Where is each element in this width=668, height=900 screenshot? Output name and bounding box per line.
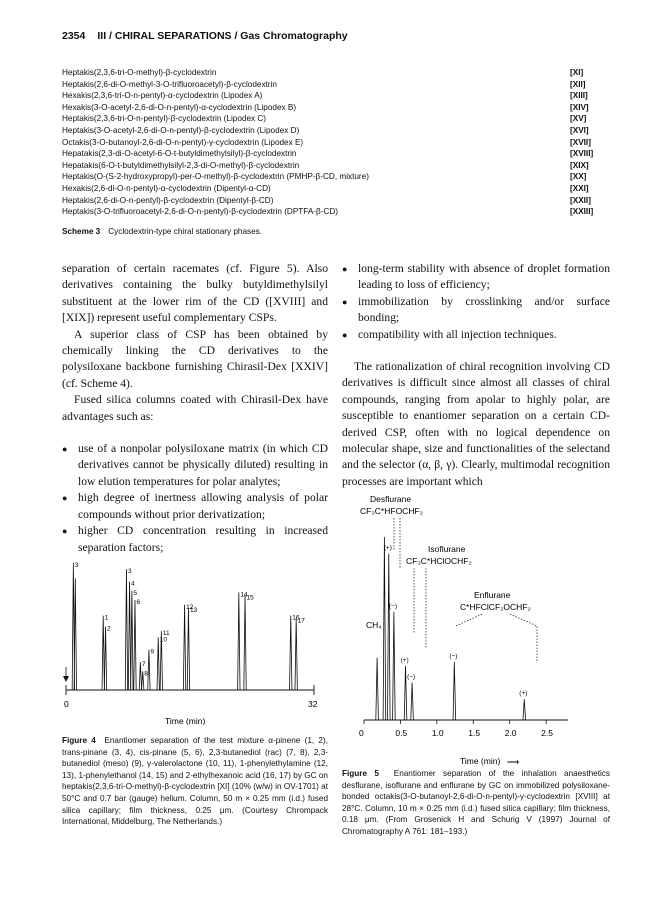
peak-label: 4 [131, 580, 135, 588]
scheme-compound-name: Heptakis(3-O-acetyl-2,6-di-O-n-pentyl)-β-cyclodextrin (Lipodex D) [62, 125, 300, 135]
right-column [342, 261, 610, 490]
x-tick-label: 2.0 [504, 728, 517, 738]
x-tick-label: 2.5 [541, 728, 553, 738]
scheme-compound-number: [XIII] [570, 91, 588, 101]
figure-4-caption-text: Enantiomer separation of the test mixture α-pinene (1, 2), trans-pinane (3, 4), cis-pinane (5, 6), 2,3-butanediol (rac) (7, 8), 2,3-butanediol (meso) (9), γ-valerolactone (10, 11), 1-phenylethylamine (12, 13), 1-phenylethanol (14, 15) and 2-ethylhexanoic acid (16, 17) by GC on heptakis(2,3,6-tri-O-methyl)-β-cyclodextrin [XI] (10% (w/w) in OV-1701) at 50°C and 0.7 bar (gauge) helium. Column, 50 m × 0.25 mm (i.d.) fused silica capillary; film thickness, 0.25 μm. (Courtesy Chrompack International, Middelburg, The Netherlands.) [62, 736, 328, 827]
paragraph: Fused silica columns coated with Chirasil-Dex have advantages such as: [62, 393, 328, 423]
section-title: III / CHIRAL SEPARATIONS / Gas Chromatography [97, 30, 348, 42]
figure-5-caption-text: Enantiomer separation of the inhalation anaesthetics desflurane, isoflurane and enflurane by GC on immobilized polysiloxane-bonded octakis(3-O-butanoyl-2,6-di-O-n-pentyl)-γ-cyclodextrin [XVIII] at 28°C. Column, 10 m × 0.25 mm (i.d.) fused silica capillary; film thickness, 0.18 μm. (From Grosenick H and Schurig V (1997) Journal of Chromatography A 761: 181–193.) [342, 769, 610, 836]
left-column [62, 261, 328, 556]
chromatogram-peak [157, 637, 159, 690]
chromatogram-peak [393, 612, 396, 720]
peak-label: 8 [144, 670, 148, 678]
scheme-compound-number: [XVIII] [570, 149, 594, 159]
figure-4-x-end: 32 [308, 699, 318, 709]
chromatogram-peak [183, 605, 185, 690]
figure-5-chromatogram [342, 488, 610, 768]
scheme-row [62, 125, 610, 137]
isoflurane-label: Isoflurane [428, 544, 466, 554]
desflurane-label: Desflurane [370, 494, 412, 504]
x-tick-label: 0 [359, 728, 364, 738]
scheme-compound-name: Heptakis(O-(S-2-hydroxypropyl)-per-O-methyl)-β-cyclodextrin (PMHP-β-CD, mixture) [62, 172, 369, 182]
enantiomer-label: (+) [383, 544, 392, 552]
scheme-row [62, 90, 610, 102]
chromatogram-peak [74, 578, 76, 690]
peak-label: 1 [104, 614, 109, 622]
peak-label: 15 [246, 594, 254, 602]
chromatogram-peak [102, 616, 104, 690]
scheme-row [62, 102, 610, 114]
x-tick-label: 0.5 [395, 728, 408, 738]
scheme-row [62, 160, 610, 172]
figure-5-caption-label: Figure 5 [342, 769, 379, 778]
scheme-row [62, 206, 610, 218]
scheme-compound-name: Heptakis(2,3,6-tri-O-methyl)-β-cyclodextrin [62, 68, 217, 77]
peak-label: 3 [74, 561, 79, 569]
peak-label: 16 [292, 614, 300, 622]
page-number: 2354 [62, 30, 86, 42]
enantiomer-label: (−) [449, 652, 458, 660]
chromatogram-peak [387, 554, 390, 720]
peak-label: 17 [297, 617, 305, 625]
chromatogram-peak [104, 626, 106, 690]
page-header [62, 30, 610, 42]
scheme-caption-text: Cyclodextrin-type chiral stationary phases. [108, 227, 263, 236]
scheme-compound-number: [XXII] [570, 195, 591, 205]
chromatogram-peak [376, 658, 379, 720]
scheme-compound-name: Hexakis(2,6-di-O-n-pentyl)-α-cyclodextrin (Dipentyl-α-CD) [62, 183, 271, 193]
chromatogram-peak [131, 591, 133, 690]
scheme-compound-number: [XI] [570, 68, 584, 77]
x-tick-label: 1.0 [431, 728, 444, 738]
list-item: ● use of a nonpolar polysiloxane matrix (in which CD derivatives cannot be physically diluted) resulting in low elution temperatures for polar analytes; [62, 441, 328, 490]
enflurane-label: Enflurane [474, 590, 511, 600]
scheme-compound-number: [XIV] [570, 102, 589, 112]
figure-5-x-label: Time (min) [460, 756, 501, 766]
scheme-compound-name: Hexakis(2,3,6-tri-O-n-pentyl)-α-cyclodextrin (Lipodex A) [62, 91, 263, 101]
peak-label: 2 [107, 625, 111, 633]
chromatogram-peak [290, 616, 292, 690]
enantiomer-label: (−) [388, 602, 397, 610]
scheme-caption-label: Scheme 3 [62, 227, 101, 236]
peak-label: 11 [162, 630, 170, 638]
scheme-row [62, 67, 610, 79]
scheme-compound-name: Hepatakis(2,3-di-O-acetyl-6-O-t-butyldimethylsilyl)-β-cyclodextrin [62, 149, 297, 159]
chromatogram-peak [383, 537, 386, 720]
chromatogram-peak [187, 608, 189, 690]
scheme-row [62, 183, 610, 195]
figure-5-guides [394, 518, 537, 663]
figure-4-caption-label: Figure 4 [62, 736, 96, 745]
peak-label: 7 [141, 661, 146, 669]
peak-label: 13 [189, 606, 198, 614]
scheme-row [62, 171, 610, 183]
peak-label: 3 [127, 568, 132, 576]
peak-label: 5 [133, 589, 137, 597]
list-item: ● compatibility with all injection techniques. [342, 327, 610, 343]
chromatogram-peak [295, 619, 297, 690]
peak-label: 12 [186, 603, 194, 611]
chromatogram-peak [238, 592, 240, 690]
paragraph: The rationalization of chiral recognition involving CD derivatives is difficult since almost all classes of chiral compounds, ranging from apolar to highly polar, are susceptible to enantiomer separation on a certain CD-derived CSP, often with no logical dependence on molecular shape, size and functionalities of the selectand and the selector (α, β, γ). Clearly, multimodal recognition processes are important which [342, 360, 610, 488]
chromatogram-peak [453, 662, 456, 720]
paragraph: separation of certain racemates (cf. Figure 5). Also derivatives containing the bulky butyldimethylsilyl substituent at the lower rim of the CD ([XVIII] and [XIX]) represent useful complementary CSPs. [62, 262, 328, 325]
scheme-row [62, 79, 610, 91]
x-tick-label: 1.5 [468, 728, 481, 738]
peak-label: 10 [159, 636, 167, 644]
peak-label: 6 [136, 599, 141, 607]
scheme-row [62, 113, 610, 125]
chromatogram-peak [244, 595, 246, 690]
enantiomer-label: (+) [400, 656, 409, 664]
figure-4-x-start: 0 [64, 699, 69, 709]
chromatogram-peak [523, 699, 526, 720]
chromatogram-peak [125, 569, 127, 690]
scheme-compound-name: Heptakis(2,3,6-tri-O-n-pentyl)-β-cyclodextrin (Lipodex C) [62, 114, 266, 124]
scheme-compound-number: [XVII] [570, 137, 591, 147]
enflurane-formula: C*HFClCF₂OCHF₂ [460, 602, 531, 612]
figure-5-caption [342, 768, 610, 838]
scheme-row [62, 195, 610, 207]
methane-label: CH₄ [366, 620, 382, 630]
bullet-list [342, 261, 610, 343]
time-arrow-icon: ⟶ [507, 757, 520, 767]
scheme-compound-name: Hepatakis(6-O-t-butyldimethylsilyl-2,3-di-O-methyl)-β-cyclodextrin [62, 160, 300, 170]
injection-arrow-icon [63, 676, 69, 682]
scheme-compound-name: Heptakis(2,6-di-O-methyl-3-O-trifluoroacetyl)-β-cyclodextrin [62, 79, 277, 89]
scheme-compound-name: Octakis(3-O-butanoyl-2,6-di-O-n-pentyl)-γ-cyclodextrin (Lipodex E) [62, 137, 304, 147]
desflurane-formula: CF₃C*HFOCHF₂ [360, 506, 423, 516]
scheme-compound-number: [XXI] [570, 183, 589, 193]
list-item: ● higher CD concentration resulting in increased separation factors; [62, 523, 328, 556]
list-item: ● immobilization by crosslinking and/or surface bonding; [342, 294, 610, 327]
scheme-compound-number: [XII] [570, 79, 586, 89]
figure-4-x-label: Time (min) [165, 716, 206, 725]
scheme-compound-name: Hexakis(3-O-acetyl-2,6-di-O-n-pentyl)-α-cyclodextrin (Lipodex B) [62, 102, 297, 112]
list-item: ● high degree of inertness allowing analysis of polar compounds without prior derivatization; [62, 490, 328, 523]
scheme-compound-number: [XIX] [570, 160, 589, 170]
scheme-compound-number: [XV] [570, 114, 587, 124]
scheme-list [62, 67, 610, 218]
scheme-compound-number: [XX] [570, 172, 587, 182]
enantiomer-label: (−) [407, 673, 416, 681]
scheme-compound-number: [XVI] [570, 125, 589, 135]
chromatogram-peak [148, 650, 150, 690]
peak-label: 14 [240, 591, 248, 599]
figure-4-caption [62, 735, 328, 828]
list-item: ● long-term stability with absence of droplet formation leading to loss of efficiency; [342, 261, 610, 294]
scheme-compound-number: [XXIII] [570, 207, 594, 217]
chromatogram-peak [411, 683, 414, 720]
enantiomer-label: (+) [519, 690, 528, 698]
paragraph: A superior class of CSP has been obtained by chemically linking the CD derivatives to the polysiloxane backbone furnishing Chirasil-Dex [XXIV] (cf. Scheme 4). [62, 327, 328, 390]
scheme-caption [62, 227, 262, 236]
scheme-row [62, 148, 610, 160]
scheme-compound-name: Heptakis(3-O-trifluoroacetyl-2,6-di-O-n-pentyl)-β-cyclodextrin (DPTFA-β-CD) [62, 207, 339, 217]
scheme-row [62, 137, 610, 149]
chromatogram-peak [134, 600, 136, 690]
peak-label: 9 [150, 648, 155, 656]
scheme-compound-name: Heptakis(2,6-di-O-n-pentyl)-β-cyclodextrin (Dipentyl-β-CD) [62, 195, 274, 205]
figure-4-chromatogram [62, 525, 330, 725]
chromatogram-peak [128, 582, 130, 691]
isoflurane-formula: CF₃C*HClOCHF₂ [406, 556, 472, 566]
